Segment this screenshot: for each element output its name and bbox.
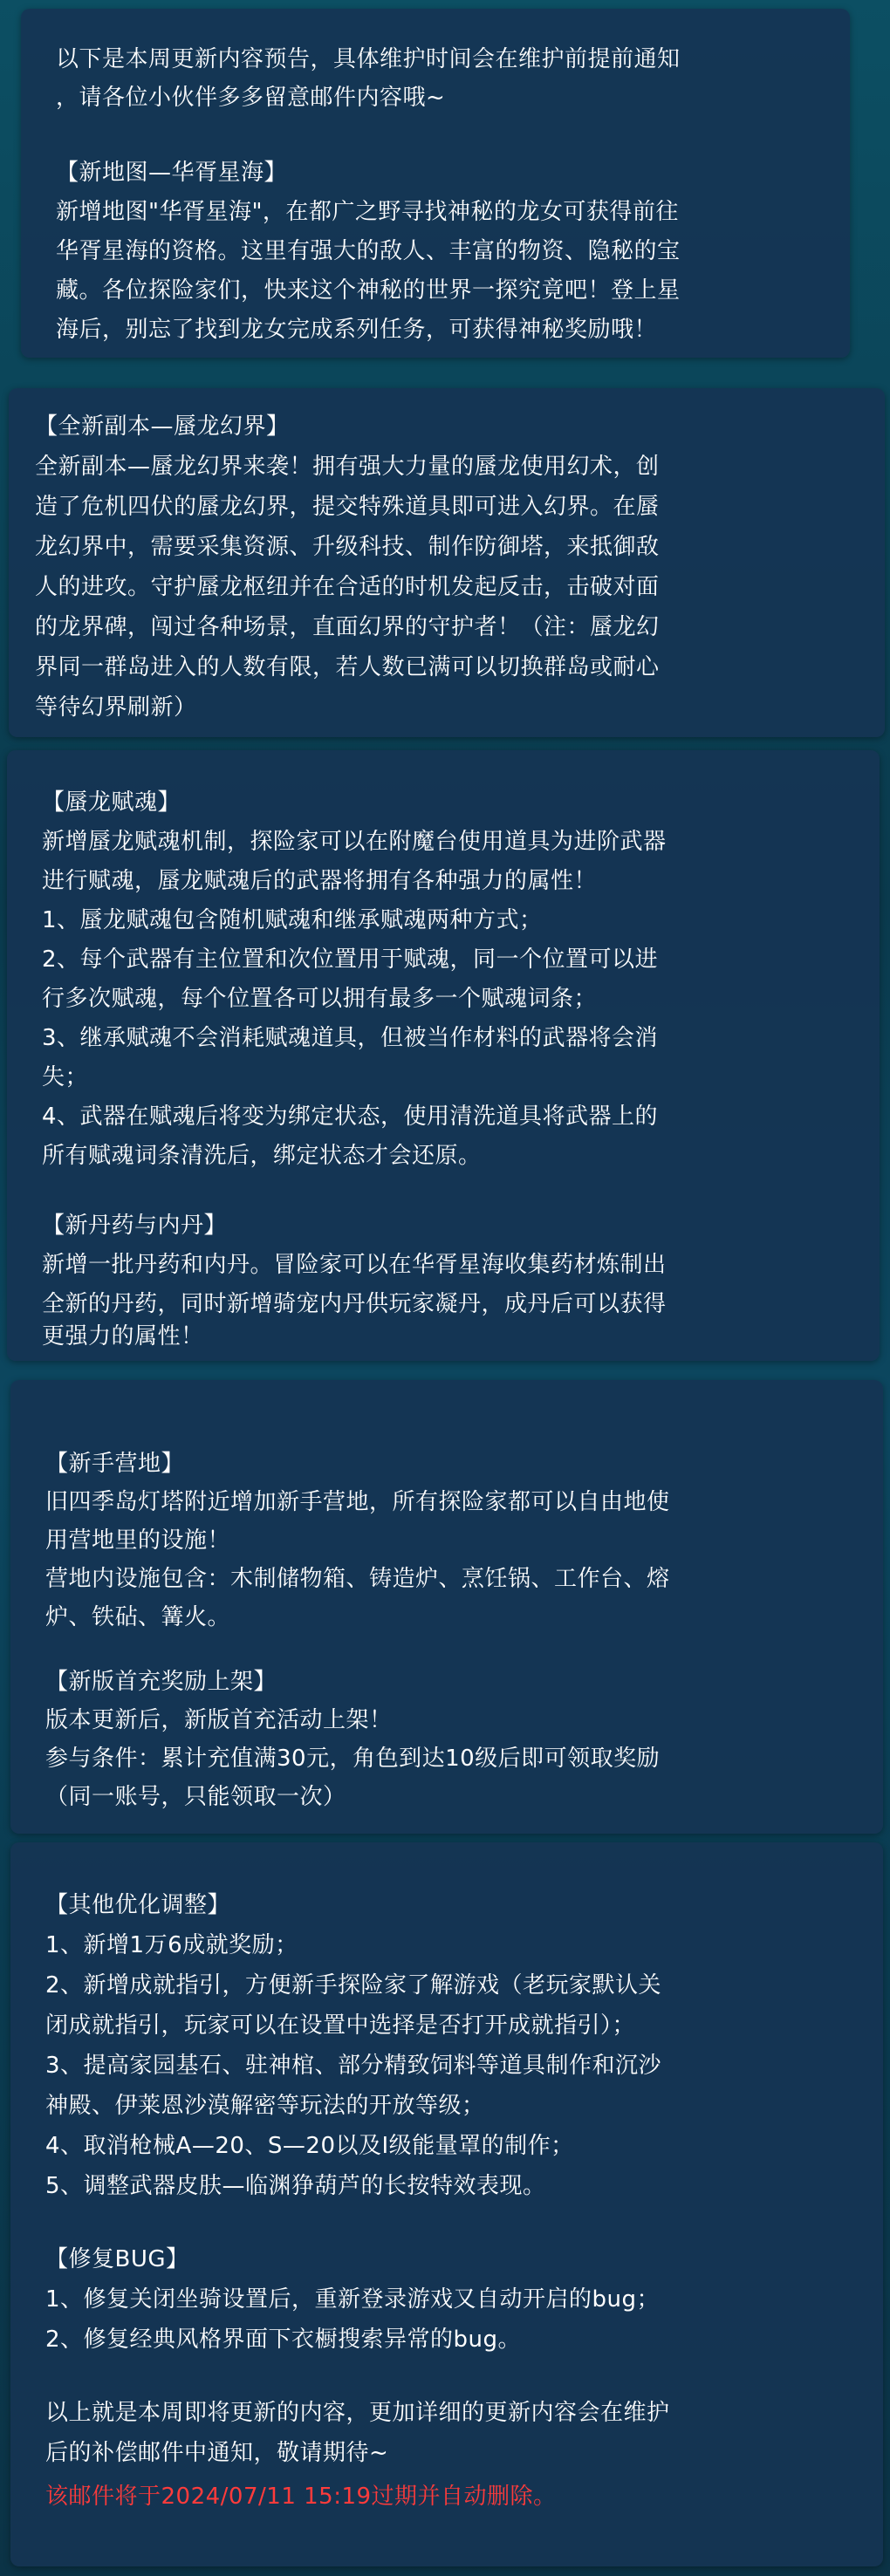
- text-line: 全新的丹药，同时新增骑宠内丹供玩家凝丹，成丹后可以获得: [42, 1291, 667, 1317]
- text-line: 人的进攻。守护蜃龙枢纽并在合适的时机发起反击，击破对面: [35, 574, 660, 600]
- section-heading: 【全新副本—蜃龙幻界】: [35, 413, 290, 440]
- text-line: 等待幻界刷新）: [35, 694, 197, 721]
- announcement-panel-dungeon: [9, 388, 885, 737]
- text-line: 全新副本—蜃龙幻界来袭！拥有强大力量的蜃龙使用幻术，创: [35, 454, 660, 480]
- text-line: 更强力的属性！: [42, 1323, 204, 1349]
- text-line: 3、提高家园基石、驻神棺、部分精致饲料等道具制作和沉沙: [45, 2053, 662, 2079]
- text-line: 2、新增成就指引，方便新手探险家了解游戏（老玩家默认关: [45, 1972, 662, 1999]
- text-line: 神殿、伊莱恩沙漠解密等玩法的开放等级；: [45, 2093, 485, 2119]
- text-line: 2、修复经典风格界面下衣橱搜索异常的bug。: [45, 2327, 522, 2353]
- text-line: 1、蜃龙赋魂包含随机赋魂和继承赋魂两种方式；: [42, 907, 543, 933]
- text-line: 以下是本周更新内容预告，具体维护时间会在维护前提前通知: [56, 46, 681, 72]
- text-line: 后的补偿邮件中通知，敬请期待~: [45, 2440, 389, 2466]
- text-line: 进行赋魂，蜃龙赋魂后的武器将拥有各种强力的属性！: [42, 868, 598, 894]
- expiry-notice: 该邮件将于2024/07/11 15:19过期并自动删除。: [45, 2484, 557, 2510]
- announcement-panel-camp: [10, 1380, 883, 1834]
- text-line: 用营地里的设施！: [45, 1527, 231, 1554]
- announcement-panel-misc: [10, 1842, 883, 2566]
- text-line: 界同一群岛进入的人数有限，若人数已满可以切换群岛或耐心: [35, 654, 660, 680]
- text-line: 海后，别忘了找到龙女完成系列任务，可获得神秘奖励哦！: [56, 317, 658, 343]
- text-line: 所有赋魂词条清洗后，绑定状态才会还原。: [42, 1143, 482, 1169]
- section-heading: 【蜃龙赋魂】: [42, 789, 181, 816]
- text-line: 营地内设施包含：木制储物箱、铸造炉、烹饪锅、工作台、熔: [45, 1566, 670, 1592]
- text-line: 参与条件：累计充值满30元，角色到达10级后即可领取奖励: [45, 1746, 661, 1772]
- text-line: 行多次赋魂，每个位置各可以拥有最多一个赋魂词条；: [42, 986, 598, 1012]
- text-line: 造了危机四伏的蜃龙幻界，提交特殊道具即可进入幻界。在蜃: [35, 494, 660, 520]
- section-heading: 【其他优化调整】: [45, 1892, 231, 1918]
- text-line: 失；: [42, 1064, 89, 1090]
- text-line: 新增地图"华胥星海"，在都广之野寻找神秘的龙女可获得前往: [56, 199, 679, 225]
- text-line: 5、调整武器皮肤—临渊狰葫芦的长按特效表现。: [45, 2173, 546, 2199]
- text-line: 龙幻界中，需要采集资源、升级科技、制作防御塔，来抵御敌: [35, 534, 660, 560]
- text-line: 1、修复关闭坐骑设置后，重新登录游戏又自动开启的bug；: [45, 2286, 661, 2313]
- text-line: 1、新增1万6成就奖励；: [45, 1932, 298, 1958]
- text-line: 新增蜃龙赋魂机制，探险家可以在附魔台使用道具为进阶武器: [42, 829, 667, 855]
- text-line: 4、武器在赋魂后将变为绑定状态，使用清洗道具将武器上的: [42, 1104, 659, 1130]
- text-line: 2、每个武器有主位置和次位置用于赋魂，同一个位置可以进: [42, 946, 659, 973]
- text-line: 华胥星海的资格。这里有强大的敌人、丰富的物资、隐秘的宝: [56, 238, 681, 264]
- text-line: 的龙界碑，闯过各种场景，直面幻界的守护者！（注：蜃龙幻: [35, 614, 660, 640]
- text-line: （同一账号，只能领取一次）: [45, 1784, 346, 1810]
- text-line: 版本更新后，新版首充活动上架！: [45, 1707, 393, 1733]
- section-heading: 【修复BUG】: [45, 2246, 189, 2272]
- section-heading: 【新手营地】: [45, 1451, 185, 1477]
- announcement-panel-map: [21, 9, 850, 358]
- text-line: 3、继承赋魂不会消耗赋魂道具，但被当作材料的武器将会消: [42, 1025, 659, 1051]
- text-line: 4、取消枪械A—20、S—20以及Ⅰ级能量罩的制作；: [45, 2133, 574, 2159]
- text-line: ，请各位小伙伴多多留意邮件内容哦~: [56, 85, 446, 111]
- text-line: 炉、铁砧、篝火。: [45, 1604, 231, 1630]
- text-line: 旧四季岛灯塔附近增加新手营地，所有探险家都可以自由地使: [45, 1489, 670, 1515]
- text-line: 以上就是本周即将更新的内容，更加详细的更新内容会在维护: [45, 2400, 670, 2426]
- section-heading: 【新版首充奖励上架】: [45, 1669, 277, 1695]
- text-line: 藏。各位探险家们，快来这个神秘的世界一探究竟吧！登上星: [56, 277, 681, 304]
- text-line: 新增一批丹药和内丹。冒险家可以在华胥星海收集药材炼制出: [42, 1252, 667, 1278]
- announcement-panel-soul: [7, 750, 880, 1361]
- section-heading: 【新丹药与内丹】: [42, 1213, 228, 1239]
- section-heading: 【新地图—华胥星海】: [56, 160, 288, 186]
- text-line: 闭成就指引，玩家可以在设置中选择是否打开成就指引）；: [45, 2012, 636, 2039]
